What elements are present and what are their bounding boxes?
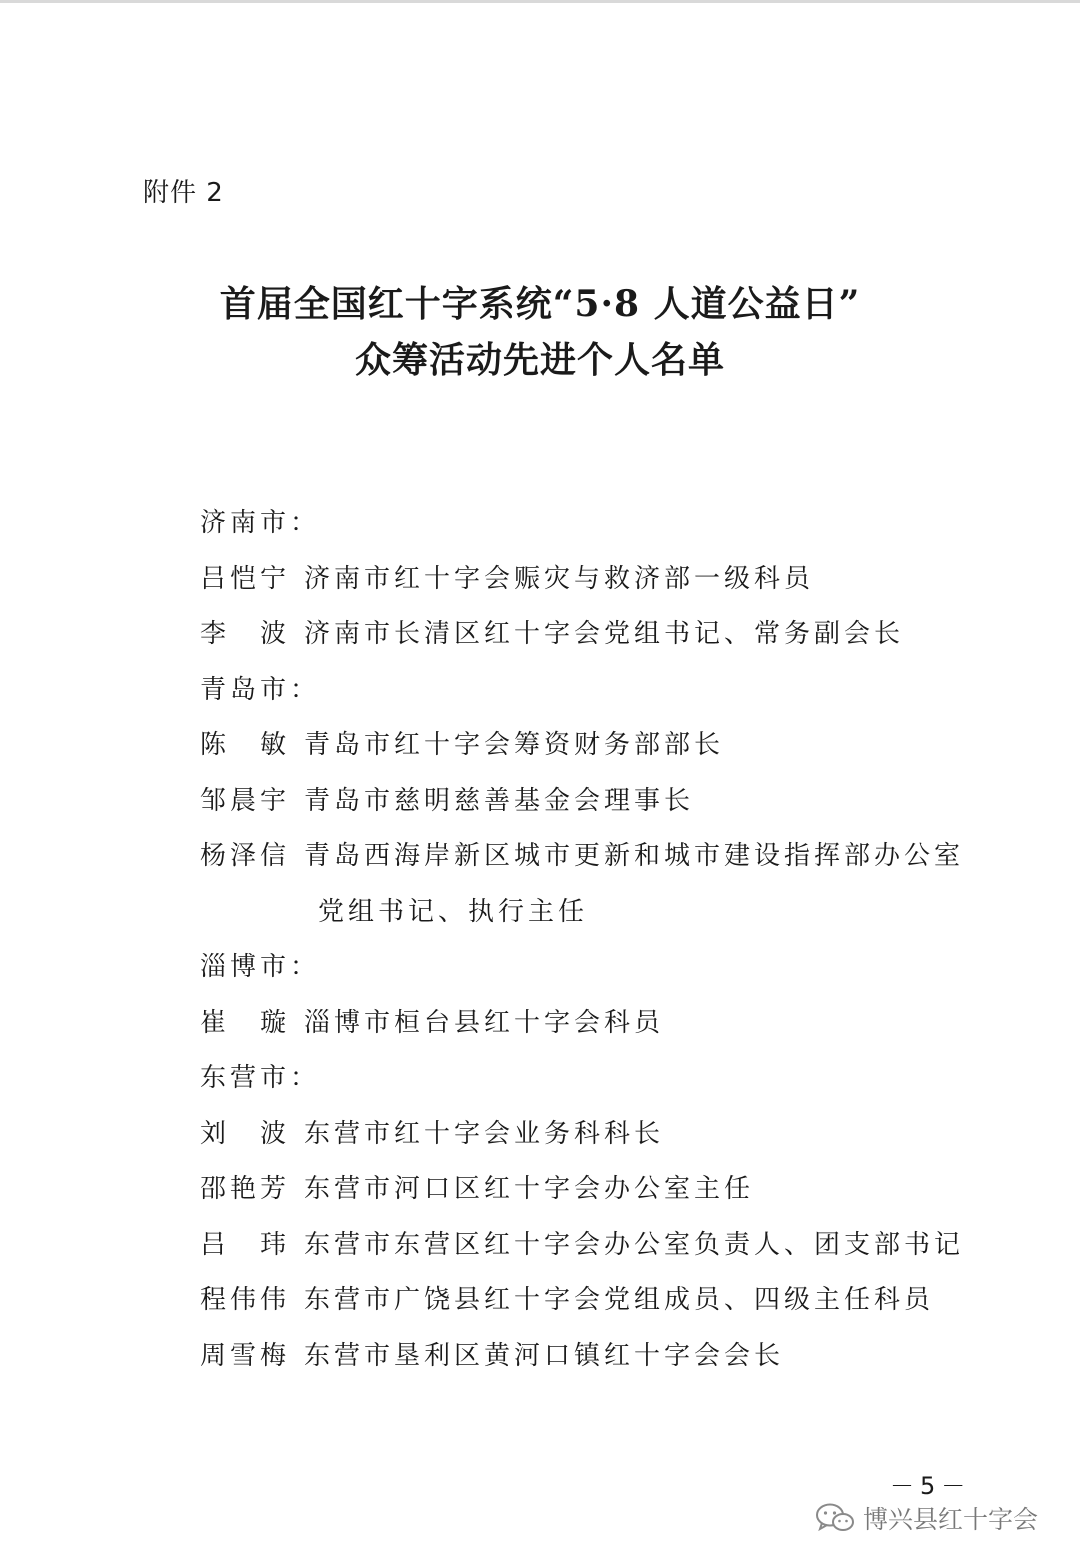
person-position: 东营市东营区红十字会办公室负责人、团支部书记 [304,1229,965,1260]
person-position: 青岛市红十字会筹资财务部部长 [304,730,725,760]
list-item [200,1338,964,1394]
attachment-label: 附件 2 [143,178,224,208]
list-item [200,561,964,617]
list-item [200,1227,964,1283]
person-name: 陈 敏 [200,730,291,760]
person-name: 吕 玮 [200,1229,291,1260]
document-title-line-2: 众筹活动先进个人名单 [354,339,725,381]
wechat-watermark [815,1500,1038,1536]
city-heading: 淄博市： [200,952,321,982]
person-name: 周雪梅 [200,1340,291,1371]
city-heading: 济南市： [200,508,321,538]
person-position: 济南市红十字会赈灾与救济部一级科员 [304,563,815,594]
list-item [200,616,964,672]
list-item [200,1171,964,1227]
person-name: 杨泽信 [200,841,291,871]
person-position: 东营市红十字会业务科科长 [304,1118,665,1149]
person-position: 淄博市桓台县红十字会科员 [304,1007,665,1038]
list-item [200,1005,964,1061]
person-position: 青岛西海岸新区城市更新和城市建设指挥部办公室 [304,841,965,871]
person-name: 刘 波 [200,1118,291,1149]
person-position: 东营市垦利区黄河口镇红十字会会长 [304,1340,785,1371]
person-name: 程伟伟 [200,1285,291,1315]
person-name: 邹晨宇 [200,785,291,816]
list-item [200,838,964,894]
person-name: 吕恺宁 [200,563,291,594]
city-heading: 东营市： [200,1063,321,1093]
list-item [200,1116,964,1172]
person-name: 李 波 [200,619,291,649]
honoree-list [200,505,964,1393]
page-top-edge [0,0,1080,3]
list-item [200,1282,964,1338]
person-position: 东营市河口区红十字会办公室主任 [304,1174,755,1204]
list-item [200,727,964,783]
document-title-line-1: 首届全国红十字系统“5·8 人道公益日” [219,283,861,325]
list-item [200,783,964,839]
watermark-text: 博兴县红十字会 [863,1505,1039,1534]
person-position: 东营市广饶县红十字会党组成员、四级主任科员 [304,1285,935,1315]
person-position-continued: 党组书记、执行主任 [318,896,589,927]
person-position: 济南市长清区红十字会党组书记、常务副会长 [304,619,905,649]
person-name: 邵艳芳 [200,1174,291,1204]
person-position: 青岛市慈明慈善基金会理事长 [304,785,695,816]
person-name: 崔 璇 [200,1007,291,1038]
page-number: －5－ [890,1472,972,1500]
wechat-icon [815,1502,855,1534]
city-heading: 青岛市： [200,674,321,705]
